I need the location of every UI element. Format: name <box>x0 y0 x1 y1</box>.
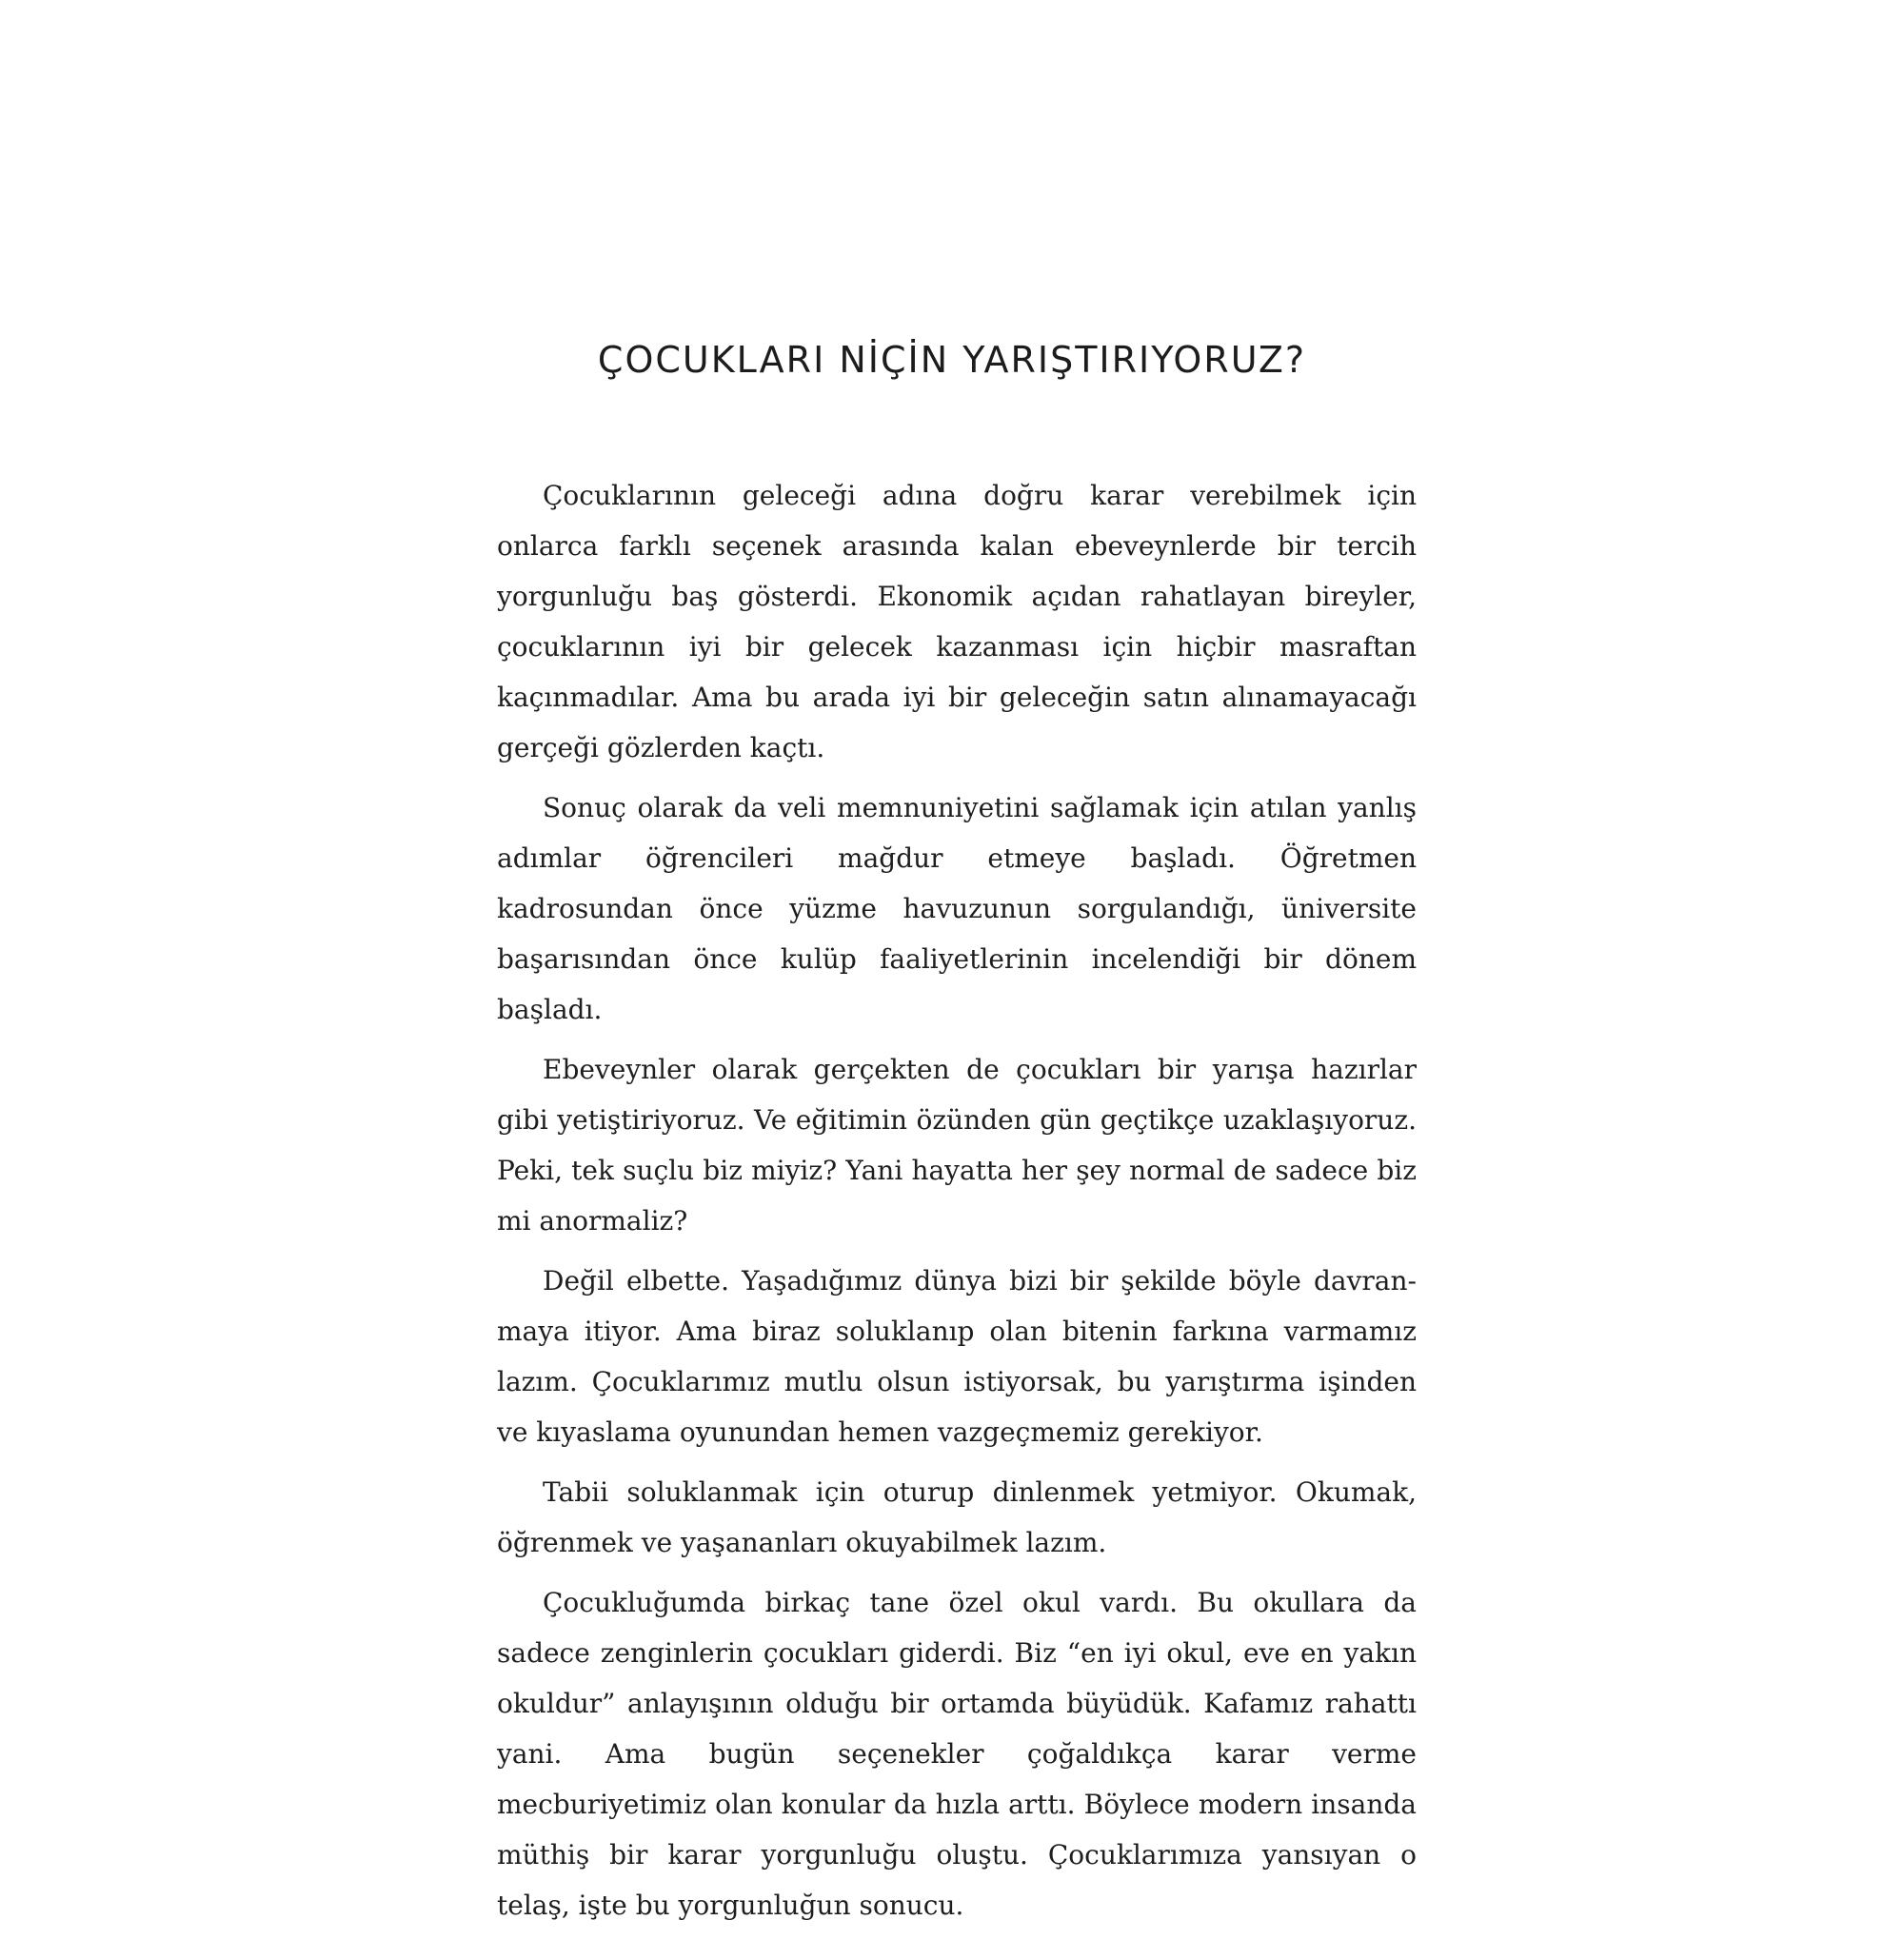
paragraph-3: Ebeveynler olarak gerçekten de çocukları bir yarışa hazırlar gibi yetiştiriyoruz. Ve eğitimin özünden gün geçtikçe uzaklaşıyoruz. Peki, tek suçlu biz miyiz? Yani hayatta her şey normal de sadece biz mi anormaliz? <box>497 1054 1417 1237</box>
paragraph-2: Sonuç olarak da veli memnuniyetini sağlamak için atılan yanlış adımlar öğrencileri mağdur etmeye başladı. Öğretmen kadrosundan önce yüzme havuzunun sorgulandığı, üniversite başarısından önce kulüp faaliyetlerinin incelendiği bir dönem başladı. <box>497 792 1417 1025</box>
paragraph-4: Değil elbette. Yaşadığımız dünya bizi bir şekilde böyle davranmaya itiyor. Ama biraz soluklanıp olan bitenin farkına varmamız lazım. Çocuklarımız mutlu olsun istiyorsak, bu yarıştırma işinden ve kıyaslama oyunundan hemen vazgeçmemiz gerekiyor. <box>497 1265 1417 1448</box>
body-text <box>497 470 1417 1940</box>
paragraph-1: Çocuklarının geleceği adına doğru karar verebilmek için onlarca farklı seçenek arasında kalan ebeveynlerde bir tercih yorgunluğu baş gösterdi. Ekonomik açıdan rahatlayan bireyler, çocuklarının iyi bir gelecek kazanması için hiçbir masraftan kaçınmadılar. Ama bu arada iyi bir geleceğin satın alınamayacağı gerçeği gözlerden kaçtı. <box>497 480 1417 763</box>
chapter-title: ÇOCUKLARI NİÇİN YARIŞTIRIYORUZ? <box>597 339 1307 381</box>
paragraph-5: Tabii soluklanmak için oturup dinlenmek yetmiyor. Okumak, öğrenmek ve yaşananları okuyabilmek lazım. <box>497 1476 1417 1558</box>
paragraph-6: Çocukluğumda birkaç tane özel okul vardı. Bu okullara da sadece zenginlerin çocukları giderdi. Biz “en iyi okul, eve en yakın okuldur” anlayışının olduğu bir ortamda büyüdük. Kafamız rahattı yani. Ama bugün seçenekler çoğaldıkça karar verme mecburiyetimiz olan konular da hızla arttı. Böylece modern insanda müthiş bir karar yorgunluğu oluştu. Çocuklarımıza yansıyan o telaş, işte bu yorgunluğun sonucu. <box>497 1587 1417 1921</box>
